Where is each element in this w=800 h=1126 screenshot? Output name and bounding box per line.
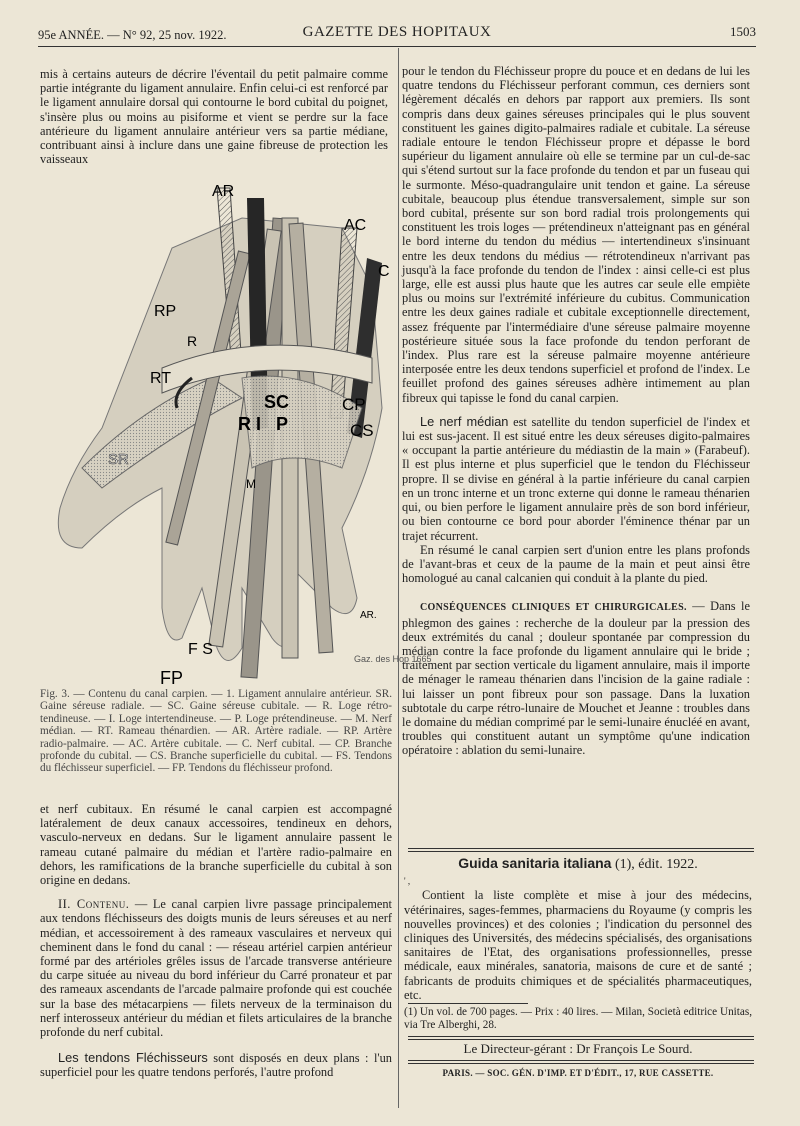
label-rt: RT <box>150 370 172 387</box>
guida-block <box>404 856 752 1002</box>
median-text: est satellite du tendon superficiel de l'index et lui est sus-jacent. Il est situé entre les deux séreuses digito-palmaires « occupant la partie antérieure du médiastin de la main » (Farabeuf). Il est plus interne et plus superficiel que le tendon du Fléchisseur propre. Il se divise en général à la partie inférieure du canal carpien en un tronc interne et un tronc externe qui donne le rameau thénarien qui, ou bien perfore le ligament annulaire près de son bord inférieur, ou bien contourne ce bord pour aborder l'éminence thénar par un trajet récurrent. <box>402 414 750 543</box>
footnote-rule <box>408 1003 528 1004</box>
label-ar: AR <box>212 183 235 200</box>
director-bottom-rule <box>408 1060 754 1064</box>
label-fs: F S <box>188 641 213 658</box>
right-paragraph-1: pour le tendon du Fléchisseur propre du pouce et en dedans de lui les quatre tendons du Fléchisseur perforant commun, ces derniers sont légèrement décalés en dehors par rapport aux premiers. Ils sont compris dans deux gaines séreuses principales qui le plus souvent constituent les gaines digito-palmaires radiale et cubitale. La séreuse radiale entoure le tendon Fléchisseur propre et dépasse le bord supérieur du ligament annulaire où elle se termine par un cul-de-sac qui s'étend surtout sur la face profonde du tendon et par un fuseau qui le surmonte. Méso-quadrangulaire unit tendon et gaine. La séreuse cubitale, beaucoup plus étendue transversalement, simple sur son bord cubital, présente sur son bord radial trois prolongements qui constituent les trois loges — prétendineux n'atteignant pas en général le bord interne du tendon du médius — intertendineux s'insinuant entre les deux tendons du médius — rétrotendineux n'arrivant pas jusqu'à la face profonde du tendon de l'index : ainsi celle-ci est plus large, elle est aussi plus haute que les autres car seule elle empiète plus ou moins sur l'extrémité inférieure du cubitus. Communication entre les deux gaines radiale et cubitale exceptionnelle directement, assez fréquente par l'intermédiaire d'une séreuse palmaire moyenne postérieure située sous la face profonde du tendon perforant de l'index. Plus rare est la séreuse palmaire moyenne antérieure interposée entre les deux tendons superficiel et profond de l'index. Le feuillet profond des gaines séreuses adhère intimement au plan fibreux qui tapisse le fond du canal carpien. <box>402 64 750 405</box>
contenu-text: — Le canal carpien livre passage principalement aux tendons fléchisseurs des doigts munis de leurs séreuses et au nerf médian, et accessoirement à des rameaux vasculaires et nerveux qui cheminent dans le fond du canal : — réseau artériel carpien antérieur formé par des artérioles grêles issus de l'arcade transverse antérieure du carpe située au niveau du bord inférieur du Carré pronateur et par des rameaux ascendants de l'arcade palmaire profonde qui est couchée sur la base des métacarpiens — filets nerveux de la terminaison du nerf interosseux antérieur du médian et filets articulaires de la branche profonde du nerf cubital. <box>40 897 392 1040</box>
label-ac: AC <box>344 217 367 234</box>
guida-text: Contient la liste complète et mise à jour des médecins, vétérinaires, sages-femmes, pharmaciens du Royaume (y compris les nouvelles provinces) et des colonies ; l'indication du personnel des cliniques des Universités, des médecins spécialisés, des organisations sanitaires de l'Etat, des organisations professionnelles, presse médicale, eaux minérales, sanatoria, maisons de cure et de santé ; fabricants de produits chimiques et de spécialités pharmaceutiques, etc. <box>404 888 752 1002</box>
label-rp: RP <box>154 303 177 320</box>
anatomical-figure <box>42 168 432 688</box>
printer-line: PARIS. — SOC. GÉN. D'IMP. ET D'ÉDIT., 17, RUE CASSETTE. <box>442 1068 714 1078</box>
label-cp: CP <box>342 395 366 414</box>
director-top-rule <box>408 1036 754 1040</box>
label-cs: CS <box>350 421 374 440</box>
label-sc: SC <box>264 392 290 412</box>
section-double-rule <box>408 848 754 852</box>
contenu-heading: II. Contenu. <box>58 897 130 912</box>
median-lead: Le nerf médian <box>420 413 509 429</box>
clinical-paragraph <box>402 599 750 757</box>
journal-title: GAZETTE DES HOPITAUX <box>302 24 492 40</box>
contenu-paragraph <box>40 897 392 1039</box>
right-text-block <box>402 64 750 758</box>
page-header <box>38 22 756 44</box>
left-top-paragraph: mis à certains auteurs de décrire l'éventail du petit palmaire comme partie intégrante du ligament annulaire. Enfin celui-ci est renforcé par le ligament annulaire dorsal qui contourne le bord cubital du poignet, s'insère plus ou moins au pisiforme et vient se perdre sur la face antérieure du ligament annulaire antérieur vers sa partie médiane, contribuant ainsi à inclure dans une gaine fibreuse de protection les vaisseaux <box>40 67 388 167</box>
clinical-text: — Dans le phlegmon des gaines : recherche de la douleur par la pression des deux extrémités du canal ; douleur spontanée par compression du médian contre la face profonde du ligament annulaire qui le bride ; traitement par section verticale du ligament annulaire, mais il importe de ménager le rameau thénarien dans l'incision de la gaine radiale : lui laisser un pont fibreux pour son passage. Dans la luxation subtotale du carpe rétro-lunaire de Mouchet et Jeanne : troubles dans le domaine du médian comprimé par le semi-lunaire énucléé en avant, troubles qui constituent autant un symptôme qu'une indication opératoire : ablation du semi-lunaire. <box>402 599 750 758</box>
footnote: (1) Un vol. de 700 pages. — Prix : 40 lires. — Milan, Società editrice Unitas, via Tre Alberghi, 28. <box>404 1006 752 1031</box>
tendons-text: sont disposés en deux plans : l'un superficiel pour les quatre tendons perforés, l'autre profond <box>40 1051 393 1080</box>
tendons-lead: Les tendons Fléchisseurs <box>58 1050 208 1066</box>
label-i: I <box>256 414 262 434</box>
figure-credit: Gaz. des Hop 1665 <box>354 654 432 664</box>
left-bottom-text-block <box>40 802 392 1080</box>
header-rule <box>38 46 756 47</box>
label-ar-bottom: AR. <box>360 610 377 621</box>
carpal-canal-illustration <box>42 168 432 688</box>
label-r: R <box>187 333 198 349</box>
left-top-text-block <box>40 67 388 166</box>
median-paragraph <box>402 415 750 543</box>
guida-title: Guida sanitaria italiana <box>458 855 612 871</box>
label-m: M <box>246 477 256 491</box>
guida-heading <box>404 856 752 872</box>
label-r-loge: R <box>238 414 251 434</box>
label-c: C <box>378 263 390 280</box>
page-number: 1503 <box>730 24 756 39</box>
tendons-paragraph <box>40 1051 392 1079</box>
label-fp: FP <box>160 668 184 688</box>
guida-edition: (1), édit. 1922. <box>614 857 698 872</box>
director-line: Le Directeur-gérant : Dr François Le Sourd. <box>463 1041 693 1056</box>
summary-paragraph: En résumé le canal carpien sert d'union entre les plans profonds de l'avant-bras et ceux de la paume de la main et peut ainsi être homologué au canal calcanien qui conduit à la plante du pied. <box>402 542 750 586</box>
clinical-heading: CONSÉQUENCES CLINIQUES ET CHIRURGICALES. <box>420 602 687 614</box>
guida-mark: ' , <box>404 876 411 887</box>
left-paragraph-1: et nerf cubitaux. En résumé le canal carpien est accompagné latéralement de deux canaux accessoires, tendineux en dehors, vasculo-nerveux en dedans. Sur le ligament annulaire passent le rameau cutané palmaire du médian et l'artère radio-palmaire en dehors, les ramifications de la branche superficielle du cubital à son origine en dedans. <box>40 802 392 888</box>
issue-info: 95e ANNÉE. — N° 92, 25 nov. 1922. <box>38 28 227 42</box>
label-p: P <box>276 414 289 434</box>
figure-caption: Fig. 3. — Contenu du canal carpien. — 1. Ligament annulaire antérieur. SR. Gaine séreuse radiale. — SC. Gaine séreuse cubitale. — R. Loge rétro-tendineuse. — I. Loge intertendineuse. — P. Loge prétendineuse. — M. Nerf médian. — RT. Rameau thénardien. — AR. Artère radiale. — RP. Artère radio-palmaire. — AC. Artère cubitale. — C. Nerf cubital. — CP. Branche profonde du cubital. — CS. Branche superficielle du cubital. — FS. Tendons du fléchisseur superficiel. — FP. Tendons du fléchisseur profond. <box>40 688 392 775</box>
label-sr: SR <box>108 451 129 468</box>
